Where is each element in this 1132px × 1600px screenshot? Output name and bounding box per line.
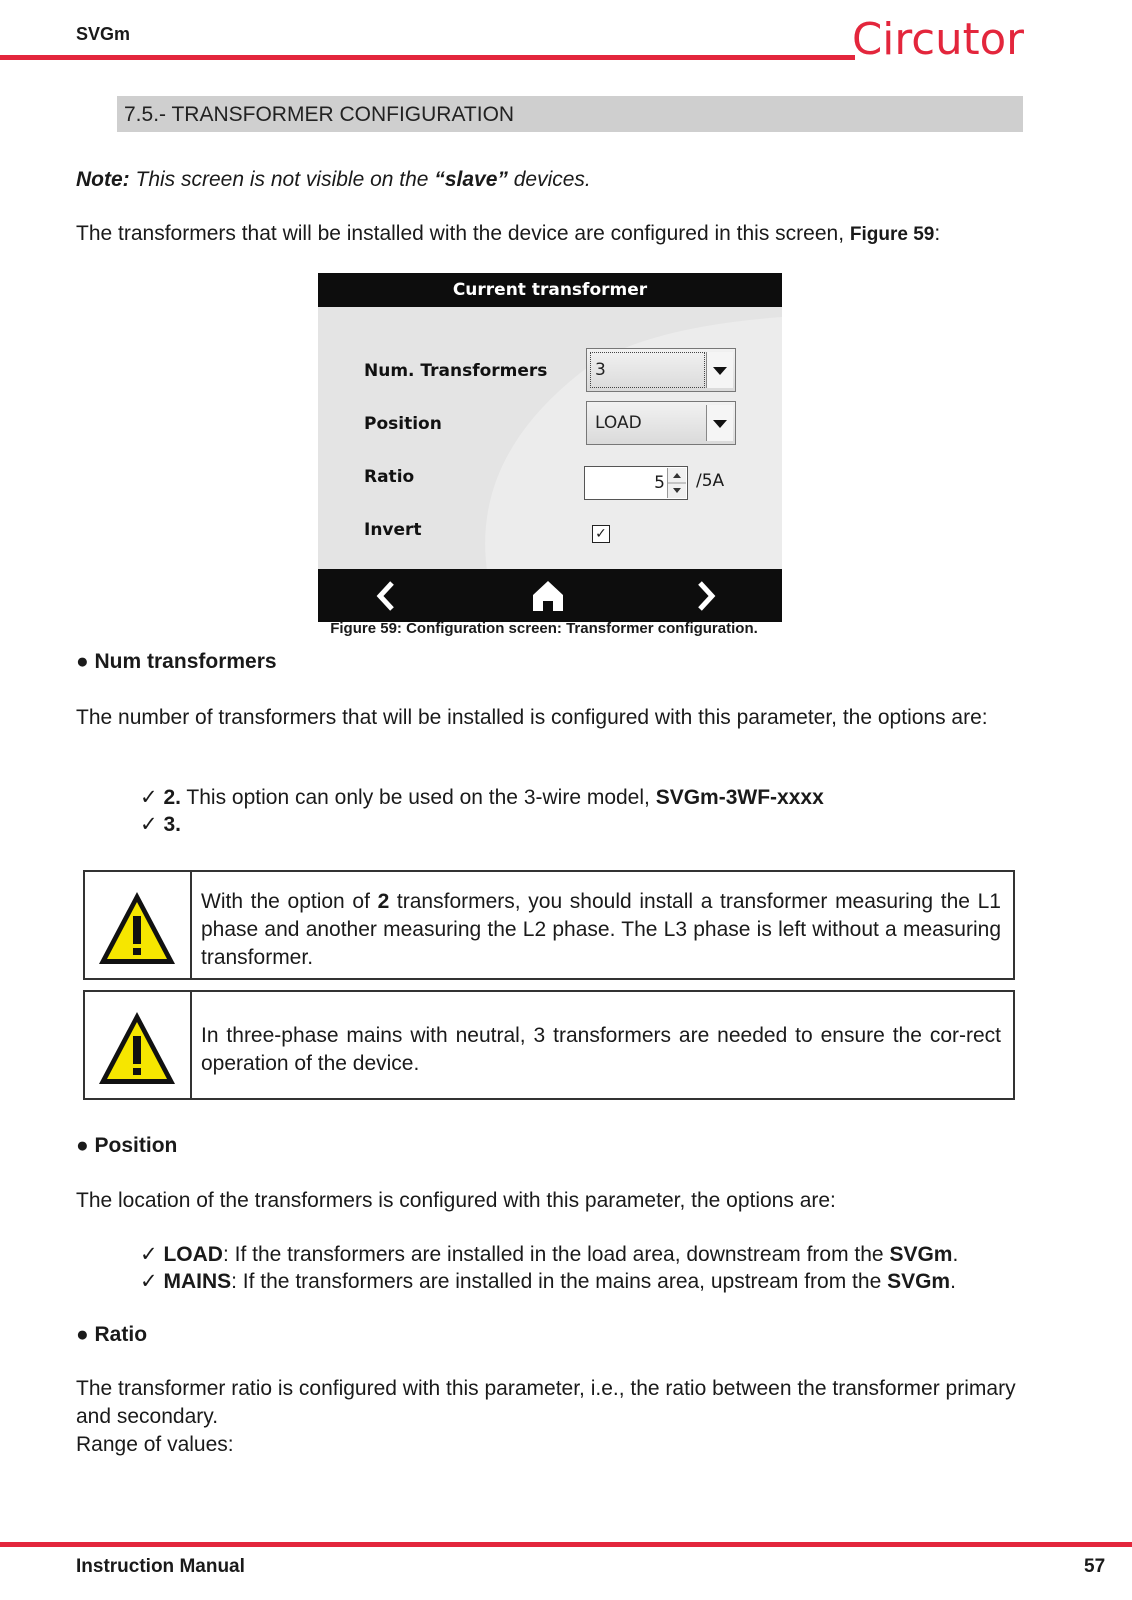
ratio-label: Ratio: [364, 467, 415, 487]
home-icon: [528, 577, 568, 615]
ratio-unit: /5A: [696, 471, 725, 491]
ratio-range: Range of values:: [76, 1433, 234, 1456]
invert-checkbox[interactable]: ✓: [592, 525, 610, 543]
num-transformers-select[interactable]: [586, 348, 736, 392]
brand-logo-mark: [852, 14, 1028, 64]
focus-indicator: [590, 352, 705, 388]
warning-icon-cell: [85, 872, 192, 978]
ratio-value: 5: [654, 473, 665, 493]
warning-1-bold: 2: [377, 890, 390, 913]
position-dropdown-button[interactable]: [706, 405, 733, 441]
header-rule: [0, 55, 855, 60]
home-button[interactable]: [528, 577, 568, 615]
load-option-device: SVGm: [889, 1243, 953, 1266]
next-icon: [686, 577, 726, 615]
mains-option-line: [140, 1269, 956, 1294]
period: .: [952, 1243, 959, 1266]
intro-text: The transformers that will be installed with the device are configured in this screen,: [76, 222, 850, 245]
chevron-down-icon: [713, 420, 727, 428]
note-paragraph: [76, 166, 591, 194]
check-icon: ✓: [140, 1243, 158, 1266]
warning-1-post: transformers, you should install a transformer measuring the L1 phase and another measuring the L2 phase. The L3 phase is left without a measuring transformer.: [201, 890, 1001, 969]
warning-icon: [85, 992, 190, 1098]
device-screen: [318, 273, 782, 622]
check-icon: ✓: [140, 1270, 158, 1293]
warning-text-1: [201, 888, 1001, 972]
note-label: Note:: [76, 168, 130, 191]
check-icon: ✓: [140, 786, 158, 809]
figure-caption: Figure 59: Configuration screen: Transformer configuration.: [330, 620, 758, 637]
ratio-heading: ● Ratio: [76, 1323, 148, 1346]
num-transformers-text: The number of transformers that will be installed is configured with this parameter, the options are:: [76, 706, 988, 729]
position-value: LOAD: [595, 413, 642, 433]
load-option-label: LOAD: [163, 1243, 223, 1266]
option-2-number: 2.: [163, 786, 181, 809]
option-2-model: SVGm-3WF-xxxx: [655, 786, 824, 809]
mains-option-text: : If the transformers are installed in the mains area, upstream from the: [231, 1270, 888, 1293]
note-slave: “slave”: [434, 168, 508, 191]
warning-icon-cell: [85, 992, 192, 1098]
position-text: The location of the transformers is configured with this parameter, the options are:: [76, 1189, 836, 1212]
num-transformers-dropdown-button[interactable]: [706, 352, 733, 388]
chevron-down-icon: [713, 367, 727, 375]
period: .: [950, 1270, 956, 1293]
page-number: 57: [1084, 1556, 1106, 1577]
warning-text-2: In three-phase mains with neutral, 3 transformers are needed to ensure the cor-rect operation of the device.: [201, 1024, 1001, 1075]
footer-rule: [0, 1542, 1132, 1547]
warning-box-2: [83, 990, 1015, 1100]
intro-end: :: [934, 222, 941, 245]
position-select[interactable]: [586, 401, 736, 445]
screen-title: Current transformer: [452, 280, 648, 300]
option-3-number: 3.: [163, 813, 181, 836]
next-button[interactable]: [686, 577, 726, 615]
position-heading: ● Position: [76, 1134, 178, 1157]
warning-box-1: [83, 870, 1015, 980]
intro-paragraph: [76, 220, 1076, 249]
warning-icon: [85, 872, 190, 978]
num-transformers-label: Num. Transformers: [364, 361, 548, 381]
stepper-arrows-icon: [668, 468, 686, 498]
footer-title: Instruction Manual: [76, 1556, 245, 1577]
num-transformers-value: 3: [595, 360, 606, 380]
ratio-stepper[interactable]: [667, 468, 686, 498]
option-3-line: [140, 812, 181, 837]
figure-ref: Figure 59: [849, 224, 935, 245]
back-button[interactable]: [366, 577, 406, 615]
svg-text:Circutor: Circutor: [852, 14, 1025, 64]
mains-option-label: MAINS: [163, 1270, 232, 1293]
mains-option-device: SVGm: [887, 1270, 951, 1293]
invert-label: Invert: [364, 520, 422, 540]
num-transformers-heading: ● Num transformers: [76, 650, 277, 673]
warning-1-pre: With the option of: [201, 890, 378, 913]
screen-nav-bar: [318, 569, 782, 622]
load-option-text: : If the transformers are installed in the load area, downstream from the: [222, 1243, 890, 1266]
position-label: Position: [364, 414, 442, 434]
header-model: SVGm: [76, 24, 131, 44]
back-icon: [366, 577, 406, 615]
option-2-line: [140, 785, 824, 810]
note-text-1: This screen is not visible on the: [129, 168, 435, 191]
note-text-2: devices.: [507, 168, 591, 191]
brand-logo: [852, 14, 1028, 75]
section-title: 7.5.- TRANSFORMER CONFIGURATION: [124, 103, 515, 126]
option-2-text: This option can only be used on the 3-wire model,: [180, 786, 656, 809]
ratio-spinbox[interactable]: [584, 466, 688, 500]
load-option-line: [140, 1242, 958, 1267]
ratio-text: The transformer ratio is configured with this parameter, i.e., the ratio between the transformer primary and secondary.: [76, 1377, 1016, 1428]
check-icon: ✓: [140, 813, 158, 836]
